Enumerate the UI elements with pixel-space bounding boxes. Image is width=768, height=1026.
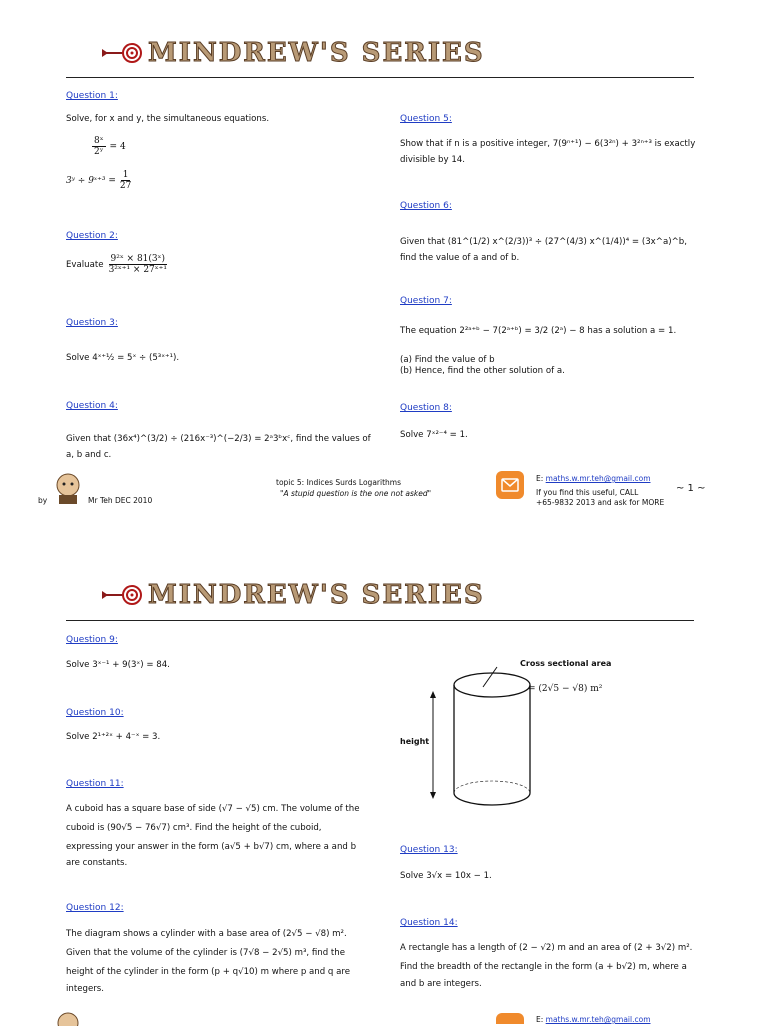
footer-author: Mr Teh DEC 2010 xyxy=(88,496,153,505)
q1-text: Solve, for x and y, the simultaneous equations. xyxy=(66,114,270,124)
email-label: E: xyxy=(536,474,544,483)
q1-eq1-den: 2ʸ xyxy=(94,147,104,157)
q12-title: Question 12: xyxy=(66,903,124,913)
q2-title: Question 2: xyxy=(66,231,118,241)
q6-text: Given that (81^(1/2) x^(2/3))³ ÷ (27^(4/3) x^(1/4))⁴ = (3x^a)^b, find the value of a and of b. xyxy=(400,237,687,263)
q4-text: Given that (36x⁴)^(3/2) ÷ (216x⁻³)^(−2/3) = 2ᵃ3ᵇxᶜ, find the values of a, b and c. xyxy=(66,434,371,460)
q11-line-1: A cuboid has a square base of side (√7 − √5) cm. The volume of the xyxy=(66,804,360,814)
q3-title: Question 3: xyxy=(66,318,118,328)
q7-part-a: (a) Find the value of b xyxy=(400,355,495,365)
footer-call-1: If you find this useful, CALL xyxy=(536,488,639,497)
email-phone-icon xyxy=(496,471,524,499)
footer-email-row-2 xyxy=(536,1015,651,1024)
footer-topic: topic 5: Indices Surds Logarithms xyxy=(276,478,401,487)
q2-prefix: Evaluate xyxy=(66,259,104,270)
q7-text: The equation 2²ᵃ⁺ᵇ − 7(2ᵃ⁺ᵇ) = 3/2 (2ᵃ) − 8 has a solution a = 1. xyxy=(400,326,677,336)
q12-line-4: integers. xyxy=(66,984,104,994)
q11-line-4: are constants. xyxy=(66,858,128,868)
q1-eq1-rhs: = 4 xyxy=(109,141,126,152)
q14-title: Question 14: xyxy=(400,918,458,928)
brand-title: MINDREW'S SERIES xyxy=(148,38,485,68)
q9-title: Question 9: xyxy=(66,635,118,645)
q11-title: Question 11: xyxy=(66,779,124,789)
dart-target-icon xyxy=(100,38,142,68)
q10-title: Question 10: xyxy=(66,708,124,718)
q1-eq2-num: 1 xyxy=(122,170,129,180)
q13-text: Solve 3√x = 10x − 1. xyxy=(400,871,492,881)
q4-title: Question 4: xyxy=(66,401,118,411)
q1-eq2 xyxy=(66,170,131,191)
footer-quote: "A stupid question is the one not asked" xyxy=(280,489,432,498)
q1-title: Question 1: xyxy=(66,91,118,101)
q1-eq2-lhs: 3ʸ ÷ 9ˣ⁺³ = xyxy=(66,175,116,186)
q1-eq1-num: 8ˣ xyxy=(94,136,104,146)
q6-title: Question 6: xyxy=(400,201,452,211)
diagram-height-label: height xyxy=(400,737,430,746)
email-label-2: E: xyxy=(536,1015,544,1024)
q12-line-2: Given that the volume of the cylinder is (7√8 − 2√5) m³, find the xyxy=(66,948,346,958)
footer-by: by xyxy=(38,496,48,505)
dart-target-icon xyxy=(100,580,142,610)
q3-text: Solve 4ˣ⁺½ = 5ˣ ÷ (5³ˣ⁺¹). xyxy=(66,353,180,363)
author-avatar xyxy=(50,470,86,506)
q9-text: Solve 3ˣ⁻¹ + 9(3ˣ) = 84. xyxy=(66,660,170,670)
q7-part-b: (b) Hence, find the other solution of a. xyxy=(400,366,565,376)
q1-eq2-den: 27 xyxy=(119,181,132,191)
q8-text: Solve 7ˣ²⁻⁴ = 1. xyxy=(400,430,468,440)
email-phone-icon-2 xyxy=(496,1013,524,1024)
q5-title: Question 5: xyxy=(400,114,452,124)
q2-expression xyxy=(66,254,167,275)
footer-email-row xyxy=(536,474,651,483)
q2-num: 9²ˣ × 81(3ˣ) xyxy=(110,254,165,264)
q13-title: Question 13: xyxy=(400,845,458,855)
email-link-2[interactable]: maths.w.mr.teh@gmail.com xyxy=(545,1015,651,1024)
series-banner-2 xyxy=(100,580,640,616)
q11-line-2: cuboid is (90√5 − 76√7) cm³. Find the height of the cuboid, xyxy=(66,823,322,833)
q14-line-3: and b are integers. xyxy=(400,979,482,989)
q12-line-3: height of the cylinder in the form (p + q√10) m where p and q are xyxy=(66,967,351,977)
q10-text: Solve 2¹⁺²ˣ + 4⁻ˣ = 3. xyxy=(66,732,161,742)
diagram-area-label: = (2√5 − √8) m² xyxy=(528,684,603,694)
diagram-title: Cross sectional area xyxy=(520,659,612,668)
q12-line-1: The diagram shows a cylinder with a base area of (2√5 − √8) m². xyxy=(66,929,347,939)
header-rule xyxy=(66,77,694,78)
page-number: ~ 1 ~ xyxy=(676,483,706,494)
q7-title: Question 7: xyxy=(400,296,452,306)
cylinder-diagram xyxy=(425,665,535,815)
series-banner xyxy=(100,38,640,74)
q14-line-1: A rectangle has a length of (2 − √2) m and an area of (2 + 3√2) m². xyxy=(400,943,693,953)
brand-title-2: MINDREW'S SERIES xyxy=(148,580,485,610)
q14-line-2: Find the breadth of the rectangle in the form (a + b√2) m, where a xyxy=(400,962,687,972)
header-rule-2 xyxy=(66,620,694,621)
q5-text: Show that if n is a positive integer, 7(9ⁿ⁺¹) − 6(3²ⁿ) + 3²ⁿ⁺³ is exactly divisible by 14. xyxy=(400,139,696,165)
q11-line-3: expressing your answer in the form (a√5 + b√7) cm, where a and b xyxy=(66,842,357,852)
email-link[interactable]: maths.w.mr.teh@gmail.com xyxy=(545,474,651,483)
footer-call-2: +65-9832 2013 and ask for MORE xyxy=(536,498,665,507)
q2-den: 3²ˣ⁺¹ × 27ˣ⁺¹ xyxy=(108,265,167,275)
q1-eq1 xyxy=(92,136,126,157)
q8-title: Question 8: xyxy=(400,403,452,413)
